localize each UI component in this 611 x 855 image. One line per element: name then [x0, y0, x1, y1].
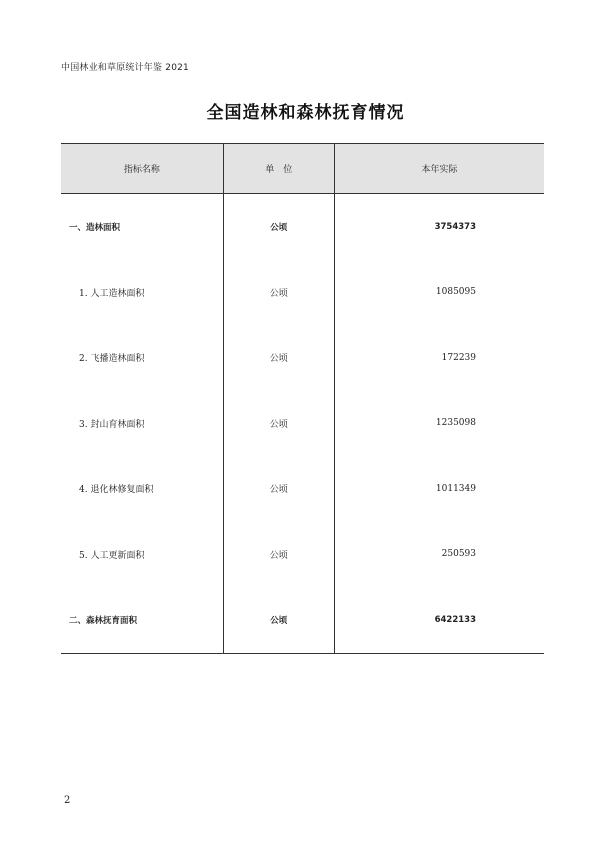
- statistics-table: [61, 143, 544, 654]
- row-name: 3. 封山育林面积: [61, 391, 223, 457]
- row-name: 二、森林抚育面积: [61, 587, 223, 653]
- header-actual-value: 本年实际: [334, 144, 544, 194]
- row-value: 1235098: [435, 418, 476, 429]
- row-unit: 公顷: [223, 587, 334, 653]
- row-unit: 公顷: [223, 456, 334, 522]
- table-header: [61, 144, 544, 194]
- row-value: 1085095: [435, 287, 476, 298]
- table-row: [61, 391, 544, 457]
- row-unit: 公顷: [223, 194, 334, 260]
- row-value: 3754373: [434, 221, 476, 232]
- row-unit: 公顷: [223, 260, 334, 326]
- row-name: 5. 人工更新面积: [61, 522, 223, 588]
- row-name: 一、造林面积: [61, 194, 223, 260]
- header-row: [61, 144, 544, 194]
- table-row: [61, 325, 544, 391]
- row-value: 6422133: [334, 587, 544, 653]
- row-unit: 公顷: [223, 391, 334, 457]
- row-name: 4. 退化林修复面积: [61, 456, 223, 522]
- table-row: [61, 587, 544, 653]
- table-row: [61, 260, 544, 326]
- row-unit: 公顷: [223, 325, 334, 391]
- row-name: 1. 人工造林面积: [61, 260, 223, 326]
- running-head: 中国林业和草原统计年鉴 2021: [61, 63, 189, 73]
- table-body: [61, 194, 544, 654]
- row-value: 172239: [441, 352, 476, 363]
- table-row: [61, 194, 544, 260]
- page-number: 2: [64, 795, 71, 806]
- header-unit: 单 位: [223, 144, 334, 194]
- header-indicator-name: 指标名称: [61, 144, 223, 194]
- table-row: [61, 522, 544, 588]
- page-title: 全国造林和森林抚育情况: [206, 103, 405, 123]
- row-unit: 公顷: [223, 522, 334, 588]
- row-value: 250593: [441, 549, 476, 560]
- table-row: [61, 456, 544, 522]
- row-value: 1011349: [435, 483, 476, 494]
- row-name: 2. 飞播造林面积: [61, 325, 223, 391]
